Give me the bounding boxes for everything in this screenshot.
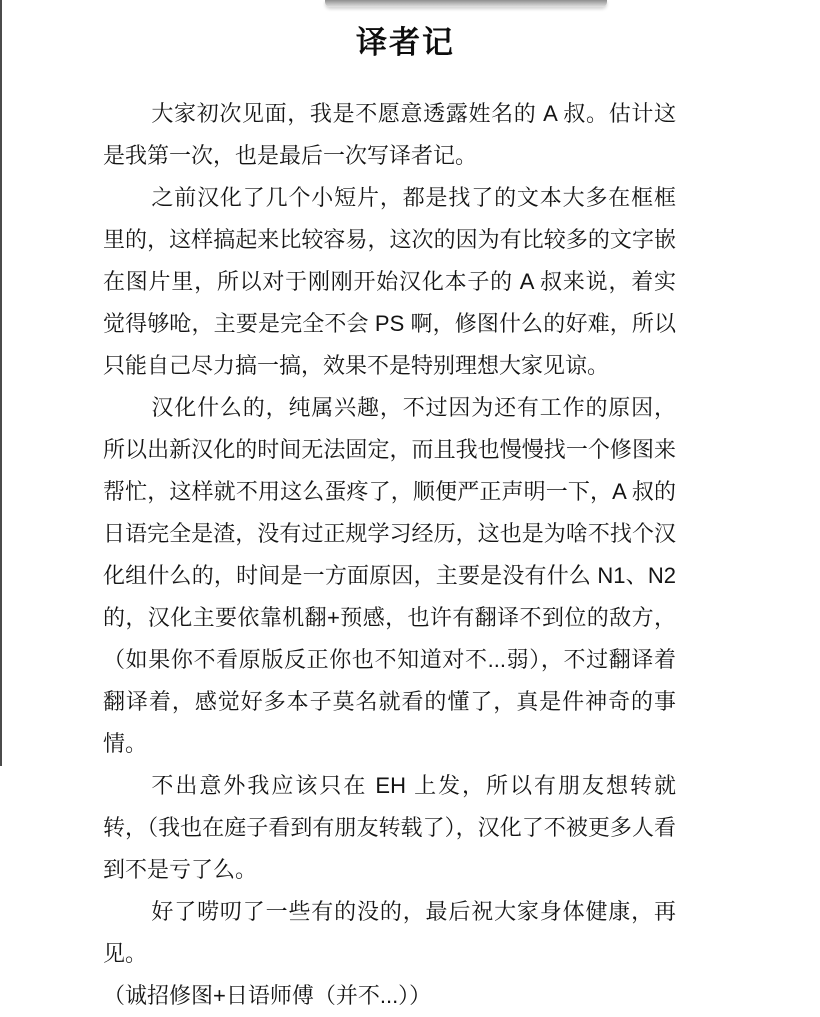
paragraph-farewell: 好了唠叨了一些有的没的，最后祝大家身体健康，再见。: [103, 899, 676, 966]
previous-image-bottom-edge: [325, 0, 607, 7]
paragraph-recruiting-note: （诚招修图+日语师傅（并不...））: [103, 983, 432, 1008]
paragraph-previous-works: 之前汉化了几个小短片，都是找了的文本大多在框框里的，这样搞起来比较容易，这次的因为有比较多的文字嵌在图片里，所以对于刚刚开始汉化本子的 A 叔来说，着实觉得够呛，主要是完全不会 PS 啊，修图什么的好难，所以只能自己尽力搞一搞，效果不是特别理想大家见谅。: [103, 185, 676, 378]
page-title: 译者记: [356, 25, 455, 60]
paragraph-intro: 大家初次见面，我是不愿意透露姓名的 A 叔。估计这是我第一次，也是最后一次写译者记。: [103, 101, 676, 168]
document-body: [103, 93, 676, 1017]
page-left-border: [0, 0, 2, 766]
paragraph-hobby-disclaimer: 汉化什么的，纯属兴趣，不过因为还有工作的原因，所以出新汉化的时间无法固定，而且我也慢慢找一个修图来帮忙，这样就不用这么蛋疼了，顺便严正声明一下，A 叔的日语完全是渣，没有过正规学习经历，这也是为啥不找个汉化组什么的，时间是一方面原因，主要是没有什么 N1、N2 的，汉化主要依靠机翻+预感，也许有翻译不到位的敌方，（如果你不看原版反正你也不知道对不...弱），不过翻译着翻译着，感觉好多本子莫名就看的懂了，真是件神奇的事情。: [103, 395, 676, 756]
paragraph-release-channel: 不出意外我应该只在 EH 上发，所以有朋友想转就转，（我也在庭子看到有朋友转载了），汉化了不被更多人看到不是亏了么。: [103, 773, 676, 882]
